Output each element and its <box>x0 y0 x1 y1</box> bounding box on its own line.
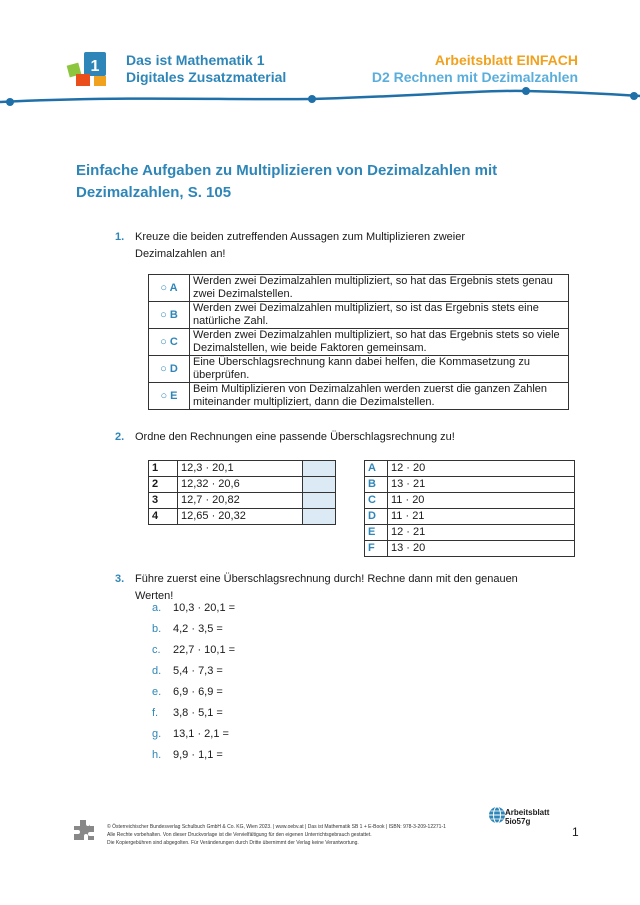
subtask-expression: 10,3 · 20,1 = <box>173 602 236 614</box>
subtask-expression: 13,1 · 2,1 = <box>173 728 229 740</box>
subtask-letter: e. <box>152 686 162 698</box>
option-checkbox-label[interactable]: ○ E <box>149 383 190 410</box>
subtask-expression: 5,4 · 7,3 = <box>173 665 223 677</box>
calculation-number: 2 <box>149 477 178 493</box>
calculation-row <box>149 493 336 509</box>
estimate-letter: B <box>365 477 388 493</box>
estimate-expression: 11 · 21 <box>388 509 575 525</box>
subtask-expression: 3,8 · 5,1 = <box>173 707 223 719</box>
calculation-number: 4 <box>149 509 178 525</box>
subtask-letter: d. <box>152 665 162 677</box>
worksheet-level: Arbeitsblatt EINFACH <box>434 52 578 68</box>
estimate-expression: 12 · 21 <box>388 525 575 541</box>
estimate-row <box>365 477 575 493</box>
online-code-badge[interactable] <box>505 808 549 826</box>
subtask-letter: g. <box>152 728 162 740</box>
option-checkbox-label[interactable]: ○ C <box>149 329 190 356</box>
badge-code: 5io57g <box>505 817 531 826</box>
page-title: Einfache Aufgaben zu Multiplizieren von Dezimalzahlen mit Dezimalzahlen, S. 105 <box>76 162 498 201</box>
header-left <box>126 52 286 86</box>
estimate-row <box>365 493 575 509</box>
option-row[interactable] <box>149 356 569 383</box>
footer-copyright <box>107 823 487 847</box>
estimate-letter: C <box>365 493 388 509</box>
question-3-text: Führe zuerst eine Überschlagsrechnung durch! Rechne dann mit den genauen Werten! <box>135 573 518 602</box>
estimate-expression: 13 · 20 <box>388 541 575 557</box>
question-1 <box>115 229 535 263</box>
estimate-expression: 11 · 20 <box>388 493 575 509</box>
option-text: Eine Überschlagsrechnung kann dabei helfen, die Kommasetzung zu überprüfen. <box>190 356 569 383</box>
page-number: 1 <box>572 825 579 839</box>
globe-icon <box>488 806 506 829</box>
header-wave-divider <box>0 84 640 115</box>
subtask-expression: 9,9 · 1,1 = <box>173 749 223 761</box>
estimate-letter: A <box>365 461 388 477</box>
subtask-item <box>152 745 235 766</box>
estimate-row <box>365 461 575 477</box>
subtask-expression: 4,2 · 3,5 = <box>173 623 223 635</box>
calculation-expression: 12,7 · 20,82 <box>178 493 303 509</box>
estimate-row <box>365 525 575 541</box>
answer-cell[interactable] <box>303 509 336 525</box>
question-3-number: 3. <box>115 573 125 585</box>
question-1-number: 1. <box>115 231 125 243</box>
calculation-row <box>149 461 336 477</box>
footer-line-2: Alle Rechte vorbehalten. Von dieser Druckvorlage ist die Vervielfältigung für den eigenen Unterrichtsgebrauch gestattet. <box>107 832 372 838</box>
option-row[interactable] <box>149 329 569 356</box>
estimate-row <box>365 509 575 525</box>
calculation-row <box>149 509 336 525</box>
subtask-letter: h. <box>152 749 162 761</box>
subtask-item <box>152 598 235 619</box>
estimate-expression: 12 · 20 <box>388 461 575 477</box>
puzzle-icon <box>72 818 96 847</box>
logo-number: 1 <box>90 58 100 75</box>
estimate-letter: E <box>365 525 388 541</box>
answer-cell[interactable] <box>303 461 336 477</box>
option-row[interactable] <box>149 275 569 302</box>
estimate-expression: 13 · 21 <box>388 477 575 493</box>
subtask-item <box>152 661 235 682</box>
option-text: Werden zwei Dezimalzahlen multipliziert, so hat das Ergebnis stets genau zwei Dezimalstellen. <box>190 275 569 302</box>
header-book-title: Das ist Mathematik 1 <box>126 52 265 68</box>
estimate-letter: D <box>365 509 388 525</box>
question-2-text: Ordne den Rechnungen eine passende Überschlagsrechnung zu! <box>135 431 455 443</box>
question-1-text: Kreuze die beiden zutreffenden Aussagen zum Multiplizieren zweier Dezimalzahlen an! <box>135 231 465 260</box>
calculation-number: 3 <box>149 493 178 509</box>
footer-line-3: Die Kopiergebühren sind abgegolten. Für Veränderungen durch Dritte übernimmt der Verlag keine Verantwortung. <box>107 840 359 846</box>
badge-label: Arbeitsblatt <box>505 808 550 817</box>
footer-line-1: © Österreichischer Bundesverlag Schulbuch GmbH & Co. KG, Wien 2023. | www.oebv.at | Das ist Mathematik SB 1 + E-Book | ISBN: 978-3-209-12271-1 <box>107 824 446 830</box>
subtask-letter: c. <box>152 644 161 656</box>
option-row[interactable] <box>149 383 569 410</box>
answer-cell[interactable] <box>303 493 336 509</box>
question-2 <box>115 429 535 446</box>
option-checkbox-label[interactable]: ○ D <box>149 356 190 383</box>
q1-options-table <box>148 274 569 410</box>
option-text: Werden zwei Dezimalzahlen multipliziert, so hat das Ergebnis stets so viele Dezimalstellen, wie beide Faktoren gemeinsam. <box>190 329 569 356</box>
q2-estimates-table <box>364 460 575 557</box>
q3-subtasks <box>152 598 235 766</box>
option-row[interactable] <box>149 302 569 329</box>
option-text: Werden zwei Dezimalzahlen multipliziert, so ist das Ergebnis stets eine natürliche Zahl. <box>190 302 569 329</box>
subtask-item <box>152 724 235 745</box>
option-checkbox-label[interactable]: ○ A <box>149 275 190 302</box>
subtask-letter: b. <box>152 623 162 635</box>
subtask-letter: a. <box>152 602 162 614</box>
header-subtitle: Digitales Zusatzmaterial <box>126 69 287 85</box>
subtask-item <box>152 619 235 640</box>
subtask-expression: 6,9 · 6,9 = <box>173 686 223 698</box>
option-text: Beim Multiplizieren von Dezimalzahlen werden zuerst die ganzen Zahlen miteinander multipliziert, dann die Dezimalstellen. <box>190 383 569 410</box>
subtask-item <box>152 703 235 724</box>
calculation-expression: 12,32 · 20,6 <box>178 477 303 493</box>
calculation-row <box>149 477 336 493</box>
worksheet-topic: D2 Rechnen mit Dezimalzahlen <box>371 69 578 85</box>
option-checkbox-label[interactable]: ○ B <box>149 302 190 329</box>
subtask-item <box>152 640 235 661</box>
q2-calculations-table <box>148 460 336 525</box>
subtask-item <box>152 682 235 703</box>
header-right <box>372 52 578 86</box>
calculation-number: 1 <box>149 461 178 477</box>
subtask-letter: f. <box>152 707 159 719</box>
question-2-number: 2. <box>115 431 125 443</box>
calculation-expression: 12,65 · 20,32 <box>178 509 303 525</box>
answer-cell[interactable] <box>303 477 336 493</box>
calculation-expression: 12,3 · 20,1 <box>178 461 303 477</box>
estimate-letter: F <box>365 541 388 557</box>
subtask-expression: 22,7 · 10,1 = <box>173 644 236 656</box>
estimate-row <box>365 541 575 557</box>
